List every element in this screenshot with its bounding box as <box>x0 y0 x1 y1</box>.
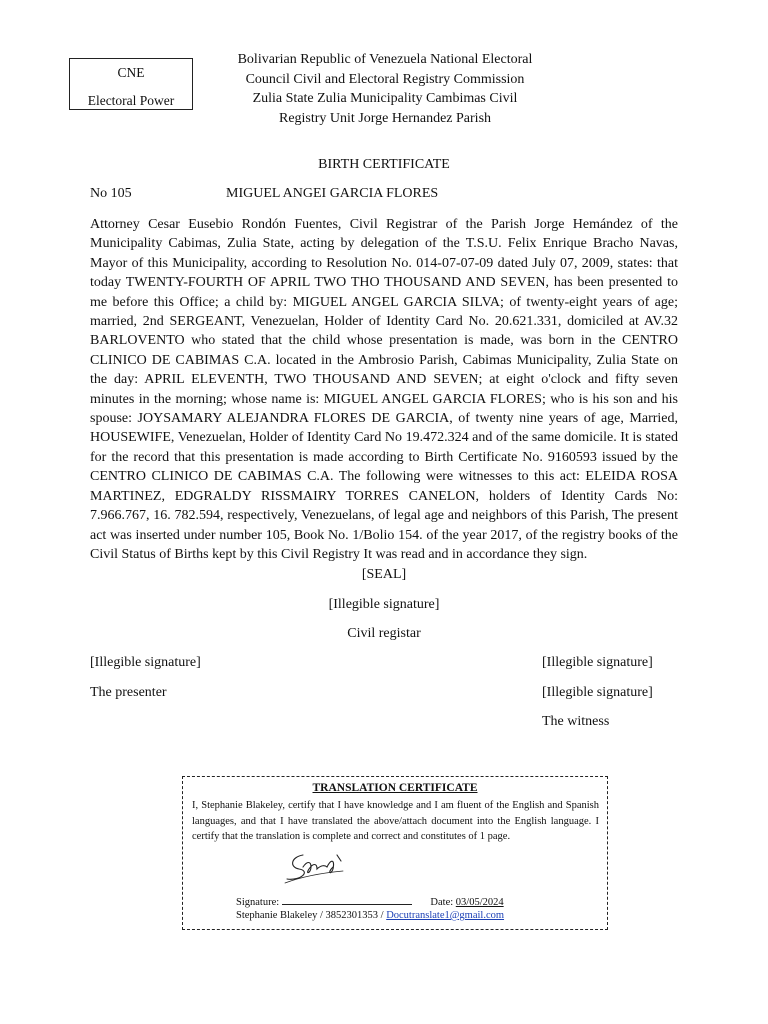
translator-info: Stephanie Blakeley / 3852301353 / <box>236 910 387 921</box>
header-line-4: Registry Unit Jorge Hernandez Parish <box>278 110 492 126</box>
handwritten-signature <box>281 847 351 887</box>
translation-title: TRANSLATION CERTIFICATE <box>312 782 478 794</box>
certificate-body: Attorney Cesar Eusebio Rondón Fuentes, Civil Registrar of the Parish Jorge Hemández of the Municipality Cabimas, Zulia State, acting by delegation of the T.S.U. Felix Enrique Bracho Navas, Mayor of this Municipality, according to Resolution No. 014-07-07-09 dated July 07, 2009, states: that today TWENTY-FOURTH OF APRIL TWO THO THOUSAND AND SEVEN, has been presented to me before this Office; a child by: MIGUEL ANGEL GARCIA SILVA; of twenty-eight years of age; married, 2nd SERGEANT, Venezuelan, Holder of Identity Card No. 20.621.331, domiciled at AV.32 BARLOVENTO who stated that the child whose presentation is made, was born in the CENTRO CLINICO DE CABIMAS C.A. located in the Ambrosio Parish, Cabimas Municipality, Zulia State on the day: APRIL ELEVENTH, TWO THOUSAND AND SEVEN; at eight o'clock and fifty seven minutes in the morning; whose name is: MIGUEL ANGEL GARCIA FLORES; who is his son and his spouse: JOYSAMARY ALEJANDRA FLORES DE GARCIA, of twenty nine years of age, Married, HOUSEWIFE, Venezuelan, Holder of Identity Card No 19.472.324 and of the same domicile. It is stated for the record that this presentation is made according to Birth Certificate No. 9160593 issued by the CENTRO CLINICO DE CABIMAS C.A. The following were witnesses to this act: ELEIDA ROSA MARTINEZ, EDGRALDY RISSMAIRY TORRES CANELON, holders of Identity Cards No: 7.966.767, 16. 782.594, respectively, Venezuelans, of legal age and neighbors of this Parish, The present act was inserted under number 105, Book No. 1/Bolio 154. of the year 2017, of the registry books of the Civil Status of Births kept by this Civil Registry It was read and in accordance they sign. <box>90 217 678 562</box>
email-link[interactable]: Docutranslate1@gmail.com <box>386 910 505 921</box>
translation-statement: I, Stephanie Blakeley, certify that I have knowledge and I am fluent of the English and Spanish languages, and that I have translated the above/attach document into the English language. I certify that the translation is complete and correct and constitutes of 1 page. <box>192 800 599 842</box>
date-value: 03/05/2024 <box>455 897 504 908</box>
signature-blank <box>282 895 412 905</box>
registrar-label: Civil registar <box>347 626 421 641</box>
electoral-power-label: Electoral Power <box>87 93 175 108</box>
witness-signature-2: [Illegible signature] <box>542 685 653 700</box>
signature-label: Signature: <box>236 897 280 908</box>
translation-certificate <box>182 776 608 930</box>
certificate-name: MIGUEL ANGEI GARCIA FLORES <box>226 186 439 201</box>
header-line-2: Council Civil and Electoral Registry Commission <box>245 71 525 87</box>
registrar-signature: [Illegible signature] <box>328 597 440 612</box>
presenter-signature: [Illegible signature] <box>90 655 201 670</box>
date-label: Date: <box>430 897 454 908</box>
witness-label: The witness <box>542 714 610 729</box>
seal-text: [SEAL] <box>361 567 407 582</box>
document-title: BIRTH CERTIFICATE <box>318 157 450 172</box>
presenter-label: The presenter <box>90 685 167 700</box>
header-line-1: Bolivarian Republic of Venezuela National Electoral <box>237 52 533 67</box>
cne-label: CNE <box>117 65 145 80</box>
cne-box <box>69 58 193 110</box>
translator-contact <box>236 910 504 921</box>
issuer-header <box>215 50 555 128</box>
witness-signature-1: [Illegible signature] <box>542 655 653 670</box>
signature-date-line <box>236 895 504 908</box>
certificate-number: No 105 <box>90 186 132 201</box>
header-line-3: Zulia State Zulia Municipality Cambimas Civil <box>252 91 518 106</box>
